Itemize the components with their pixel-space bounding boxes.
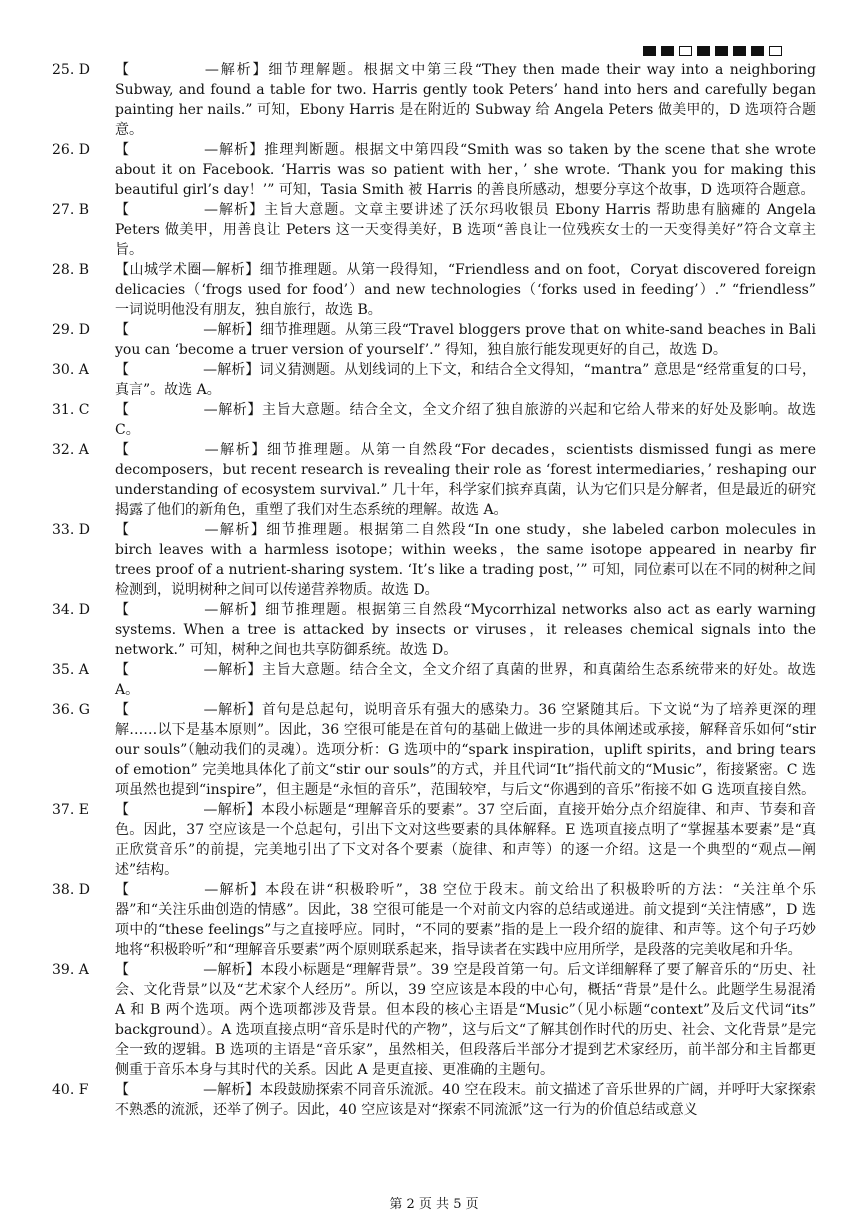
source-bracket: 【: [115, 522, 131, 538]
answer-item: [52, 60, 816, 140]
source-tag: —解析】: [203, 362, 260, 378]
answer-explanation: [115, 60, 816, 140]
answer-number: 25. D: [52, 62, 90, 78]
source-tag: —解析】: [204, 142, 265, 158]
answer-number: 34. D: [52, 602, 90, 618]
source-bracket: 【: [115, 662, 130, 678]
explanation-text: 细节推理题。根据第二自然段“In one study，she labeled carbon molecules in birch leaves with a harmless isotope；within weeks，the same isotope appeared in nearby fir trees proof of a nutrient-sharing system. ‘It’s like a trading post，’” 可知，同位素可以在不同的树种之间检测到，说明树种之间可以传递营养物质。故选 D。: [115, 522, 817, 598]
header-mark: [643, 46, 656, 56]
answer-explanations: [52, 60, 816, 1120]
answer-explanation: [115, 700, 816, 800]
answer-number: 28. B: [52, 262, 90, 278]
answer-explanation: [115, 880, 816, 960]
header-mark: [751, 46, 764, 56]
source-tag: —解析】: [204, 442, 267, 458]
answer-item: [52, 360, 816, 400]
answer-explanation: [115, 140, 816, 200]
answer-number: 39. A: [52, 962, 89, 978]
source-tag: —解析】: [204, 62, 269, 78]
source-tag: —解析】: [203, 802, 261, 818]
answer-number: 31. C: [52, 402, 90, 418]
answer-item: [52, 200, 816, 260]
source-tag: —解析】: [203, 962, 261, 978]
header-mark: [733, 46, 746, 56]
source-tag: —解析】: [203, 322, 260, 338]
answer-item: [52, 440, 816, 520]
source-bracket: 【: [115, 142, 131, 158]
explanation-text: 主旨大意题。结合全文，全文介绍了真菌的世界，和真菌给生态系统带来的好处。故选 A。: [115, 662, 817, 698]
answer-explanation: [115, 800, 816, 880]
answer-item: [52, 320, 816, 360]
explanation-text: 本段小标题是“理解背景”。39 空是段首第一句。后文详细解释了要了解音乐的“历史、社会、文化背景”以及“艺术家个人经历”。所以，39 空应该是本段的中心句，概括“背景”是什么。此题学生易混淆 A 和 B 两个选项。两个选项都涉及背景。但本段的核心主语是“Music”（见小标题“context”及后文代词“its” background）。A 选项直接点明“音乐是时代的产物”，这与后文“了解其创作时代的历史、社会、文化背景”是完全一致的逻辑。B 选项的主语是“音乐家”，虽然相关，但段落后半部分才提到艺术家经历，前半部分和主旨都更侧重于音乐本身与其时代的关系。因此 A 是更直接、更准确的主题句。: [115, 962, 817, 1078]
source-bracket: 【: [115, 402, 130, 418]
explanation-text: 推理判断题。根据文中第四段“Smith was so taken by the scene that she wrote about it on Facebook. ‘Harris was so patient with her，’ she wrote. ‘Thank you for making this beautiful girl’s day！’” 可知，Tasia Smith 被 Harris 的善良所感动，想要分享这个故事，D 选项符合题意。: [115, 142, 817, 198]
answer-number: 29. D: [52, 322, 90, 338]
explanation-text: 主旨大意题。结合全文，全文介绍了独自旅游的兴起和它给人带来的好处及影响。故选 C。: [115, 402, 817, 438]
explanation-text: 细节推理题。根据第三自然段“Mycorrhizal networks also act as early warning systems. When a tree is attacked by insects or viruses，it releases chemical signals into the network.” 可知，树种之间也共享防御系统。故选 D。: [115, 602, 817, 658]
explanation-text: 本段小标题是“理解音乐的要素”。37 空后面，直接开始分点介绍旋律、和声、节奏和音色。因此，37 空应该是一个总起句，引出下文对这些要素的具体解释。E 选项直接点明了“掌握基本要素”是“真正欣赏音乐”的前提，完美地引出了下文对各个要素（旋律、和声等）的逐一介绍。这是一个典型的“观点—阐述”结构。: [115, 802, 817, 878]
source-tag: —解析】: [203, 662, 262, 678]
explanation-text: 细节推理题。从第一段得知，“Friendless and on foot，Coryat discovered foreign delicacies（‘frogs used for food’）and new technologies（‘forks used in feeding’）.” “friendless” 一词说明他没有朋友，独自旅行，故选 B。: [115, 262, 817, 318]
answer-explanation: [115, 200, 816, 260]
source-bracket: 【: [115, 702, 130, 718]
header-marks: [643, 46, 782, 56]
header-mark: [715, 46, 728, 56]
explanation-text: 细节推理题。从第三段“Travel bloggers prove that on white-sand beaches in Bali you can ‘become a truer version of yourself’.” 得知，独自旅行能发现更好的自己，故选 D。: [115, 322, 817, 358]
answer-number: 33. D: [52, 522, 90, 538]
header-mark: [697, 46, 710, 56]
answer-explanation: [115, 1080, 816, 1120]
explanation-text: 本段在讲“积极聆听”，38 空位于段末。前文给出了积极聆听的方法：“关注单个乐器”和“关注乐曲创造的情感”。因此，38 空很可能是一个对前文内容的总结或递进。前文提到“关注情感”，D 选项中的“these feelings”与之直接呼应。同时，“不同的要素”指的是上一段介绍的旋律、和声等。这个句子巧妙地将“积极聆听”和“理解音乐要素”两个原则联系起来，指导读者在实践中应用所学，是段落的完美收尾和升华。: [115, 882, 817, 958]
explanation-text: 主旨大意题。文章主要讲述了沃尔玛收银员 Ebony Harris 帮助患有脑瘫的 Angela Peters 做美甲，用善良让 Peters 这一天变得美好，B 选项“善良让一位残疾女士的一天变得美好”符合文章主旨。: [115, 202, 817, 258]
answer-explanation: [115, 360, 816, 400]
answer-item: [52, 260, 816, 320]
source-bracket: 【: [115, 802, 130, 818]
explanation-text: 细节推理题。从第一自然段“For decades，scientists dismissed fungi as mere decomposers，but recent research is revealing their role as ‘forest intermediaries，’ reshaping our understanding of ecosystem survival.” 几十年，科学家们摈弃真菌，认为它们只是分解者，但是最近的研究揭露了他们的新角色，重塑了我们对生态系统的理解。故选 A。: [115, 442, 817, 518]
explanation-text: 本段鼓励探索不同音乐流派。40 空在段末。前文描述了音乐世界的广阔，并呼吁大家探索不熟悉的流派，还举了例子。因此，40 空应该是对“探索不同流派”这一行为的价值总结或意义: [115, 1082, 817, 1118]
header-mark: [679, 46, 692, 56]
explanation-text: 首句是总起句，说明音乐有强大的感染力。36 空紧随其后。下文说“为了培养更深的理解……以下是基本原则”。因此，36 空很可能是在首句的基础上做进一步的具体阐述或承接，解释音乐如何“stir our souls”（触动我们的灵魂）。选项分析：G 选项中的“spark inspiration，uplift spirits，and bring tears of emotion” 完美地具体化了前文“stir our souls”的方式，并且代词“It”指代前文的“Music”，衔接紧密。C 选项虽然也提到“inspire”，但主题是“永恒的音乐”，范围较窄，与后文“你遇到的音乐”衔接不如 G 选项直接自然。: [115, 702, 817, 798]
answer-item: [52, 880, 816, 960]
source-bracket: 【: [115, 322, 130, 338]
source-bracket: 【: [115, 962, 130, 978]
source-bracket: 【: [115, 442, 131, 458]
source-tag: —解析】: [203, 402, 262, 418]
answer-number: 40. F: [52, 1082, 89, 1098]
answer-explanation: [115, 520, 816, 600]
source-tag: —解析】: [204, 202, 265, 218]
source-bracket: 【: [115, 602, 131, 618]
answer-number: 35. A: [52, 662, 89, 678]
source-tag: —解析】: [204, 522, 267, 538]
source-bracket: 【: [115, 202, 131, 218]
answer-item: [52, 660, 816, 700]
source-tag: 山城学术圈—解析】: [129, 262, 260, 278]
answer-number: 30. A: [52, 362, 89, 378]
source-bracket: 【: [115, 62, 131, 78]
answer-item: [52, 400, 816, 440]
answer-explanation: [115, 320, 816, 360]
answer-number: 26. D: [52, 142, 90, 158]
source-bracket: 【: [115, 262, 130, 278]
answer-item: [52, 140, 816, 200]
answer-number: 37. E: [52, 802, 89, 818]
answer-explanation: [115, 960, 816, 1080]
header-mark: [661, 46, 674, 56]
answer-item: [52, 960, 816, 1080]
answer-number: 32. A: [52, 442, 89, 458]
answer-explanation: [115, 440, 816, 520]
answer-explanation: [115, 400, 816, 440]
page-footer: 第 2 页 共 5 页: [389, 1197, 479, 1212]
answer-explanation: [115, 260, 816, 320]
answer-item: [52, 520, 816, 600]
answer-explanation: [115, 600, 816, 660]
source-tag: —解析】: [204, 602, 266, 618]
source-tag: —解析】: [204, 882, 266, 898]
answer-item: [52, 1080, 816, 1120]
answer-item: [52, 600, 816, 660]
answer-number: 38. D: [52, 882, 90, 898]
source-bracket: 【: [115, 362, 130, 378]
source-tag: —解析】: [203, 1082, 260, 1098]
source-bracket: 【: [115, 882, 131, 898]
source-tag: —解析】: [203, 702, 262, 718]
answer-item: [52, 800, 816, 880]
header-mark: [769, 46, 782, 56]
source-bracket: 【: [115, 1082, 130, 1098]
answer-item: [52, 700, 816, 800]
answer-explanation: [115, 660, 816, 700]
answer-number: 36. G: [52, 702, 90, 718]
explanation-text: 细节理解题。根据文中第三段“They then made their way into a neighboring Subway, and found a table for two. Harris gently took Peters’ hand into hers and carefully began painting her nails.” 可知，Ebony Harris 是在附近的 Subway 给 Angela Peters 做美甲的，D 选项符合题意。: [115, 62, 817, 138]
answer-number: 27. B: [52, 202, 90, 218]
explanation-text: 词义猜测题。从划线词的上下文，和结合全文得知，“mantra” 意思是“经常重复的口号，真言”。故选 A。: [115, 362, 817, 398]
